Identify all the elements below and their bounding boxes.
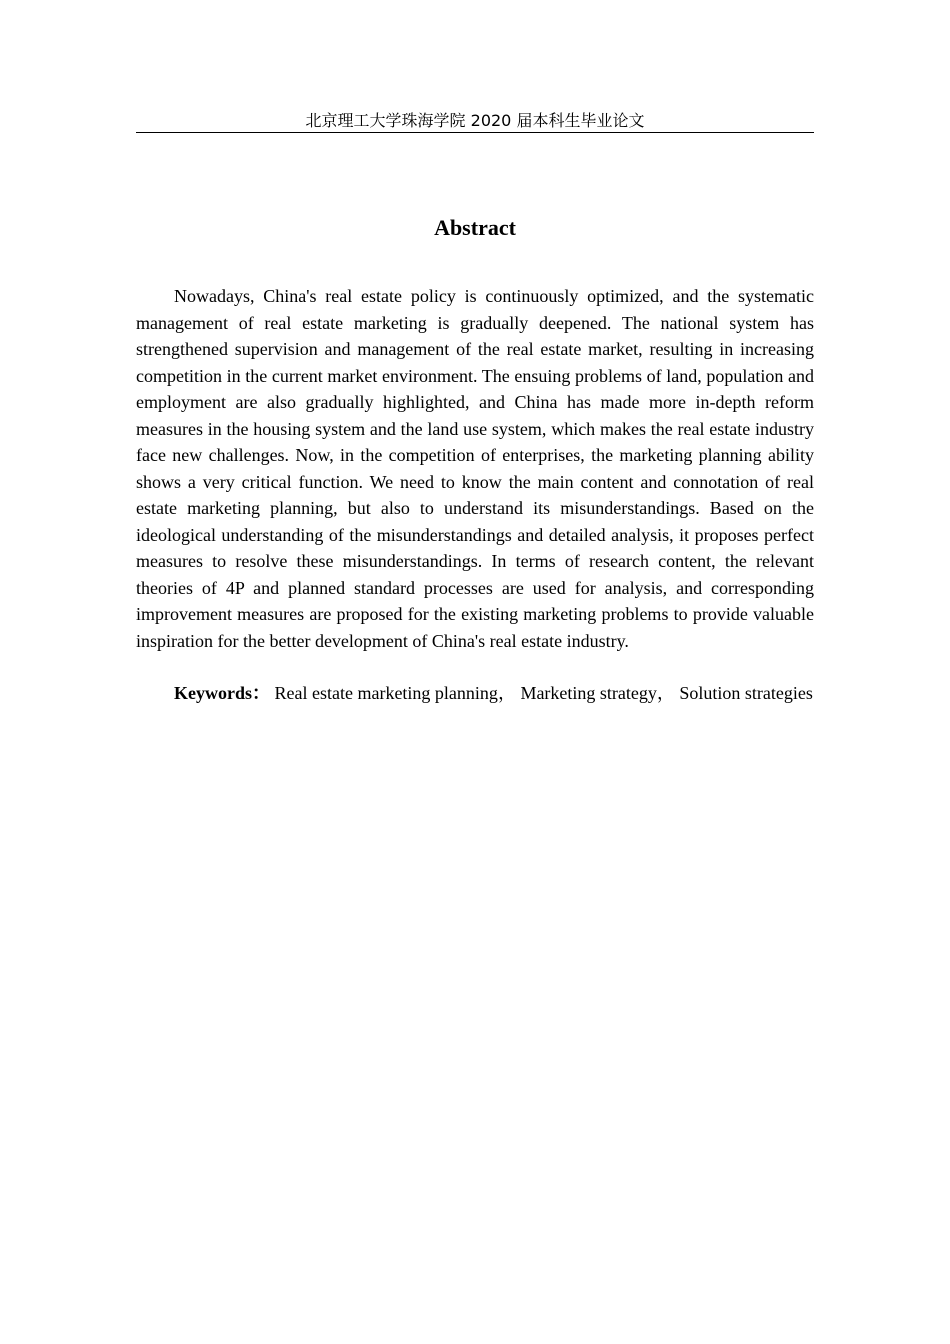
keyword-separator: ， <box>656 683 675 703</box>
keyword-separator: ， <box>497 683 516 703</box>
keyword-item: Real estate marketing planning <box>274 683 498 703</box>
keyword-item: Solution strategies <box>679 683 813 703</box>
keyword-item: Marketing strategy <box>520 683 657 703</box>
abstract-paragraph: Nowadays, China's real estate policy is continuously optimized, and the systematic management of real estate marketing is gradually deepened. The national system has strengthened supervision and management of the real estate market, resulting in increasing competition in the current market environment. The ensuing problems of land, population and employment are also gradually highlighted, and China has made more in-depth reform measures in the housing system and the land use system, which makes the real estate industry face new challenges. Now, in the competition of enterprises, the marketing planning ability shows a very critical function. We need to know the main content and connotation of real estate marketing planning, but also to understand its misunderstandings. Based on the ideological understanding of the misunderstandings and detailed analysis, it proposes perfect measures to resolve these misunderstandings. In terms of research content, the relevant theories of 4P and planned standard processes are used for analysis, and corresponding improvement measures are proposed for the existing marketing problems to provide valuable inspiration for the better development of China's real estate industry. <box>136 286 814 651</box>
abstract-title: Abstract <box>434 215 516 240</box>
running-header: 北京理工大学珠海学院 2020 届本科生毕业论文 <box>136 110 814 133</box>
keywords-line <box>136 680 814 707</box>
keywords-label: Keywords： <box>174 683 270 703</box>
